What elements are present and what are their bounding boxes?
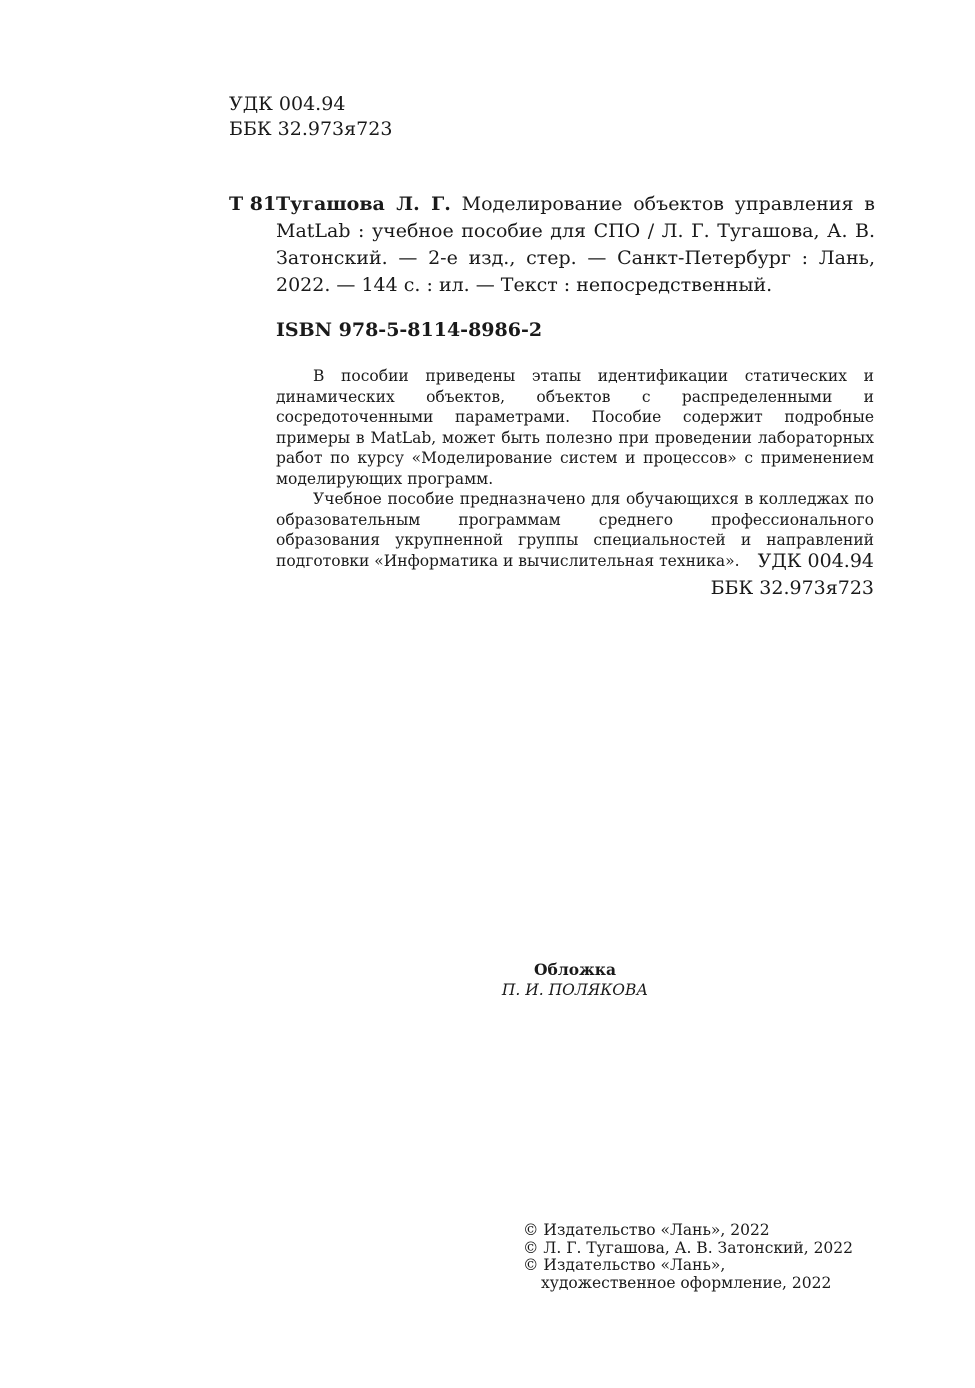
annotation-paragraph: Учебное пособие предназначено для обучающихся в колледжах по образовательным программам среднего профессионального образования укрупненной группы специальностей и направлений подготовки «Информатика и вычислительная техника». bbox=[276, 490, 874, 570]
classification-codes-top bbox=[229, 92, 392, 142]
copyright-line: © Л. Г. Тугашова, А. В. Затонский, 2022 bbox=[523, 1238, 854, 1257]
bbk-code: ББК 32.973я723 bbox=[710, 577, 874, 599]
copyright-block bbox=[523, 1222, 853, 1292]
bib-description: Моделирование объектов управления в MatLab : учебное пособие для СПО / Л. Г. Тугашова, А. В. Затонский. — 2-е изд., стер. — Санкт-Петербург : Лань, 2022. — 144 с. : ил. — Текст : непосредственный. bbox=[276, 193, 875, 296]
udk-code: УДК 004.94 bbox=[229, 93, 346, 115]
copyright-line: © Издательство «Лань», bbox=[523, 1256, 726, 1274]
annotation-paragraph: В пособии приведены этапы идентификации статических и динамических объектов, объектов с распределенными и сосредоточенными параметрами. Пособие содержит подробные примеры в MatLab, может быть полезно при проведении лабораторных работ по курсу «Моделирование систем и процессов» с применением моделирующих программ. bbox=[276, 367, 874, 488]
cover-label: Обложка bbox=[534, 960, 616, 979]
cover-author: П. И. ПОЛЯКОВА bbox=[501, 981, 649, 999]
classification-codes-bottom bbox=[711, 548, 874, 602]
isbn: ISBN 978-5-8114-8986-2 bbox=[276, 319, 543, 341]
copyright-line: художественное оформление, 2022 bbox=[541, 1273, 832, 1292]
cover-credit bbox=[460, 960, 690, 1000]
udk-code: УДК 004.94 bbox=[757, 550, 874, 572]
bib-author: Тугашова Л. Г. bbox=[276, 193, 451, 215]
author-mark: Т 81 bbox=[229, 193, 277, 215]
bibliographic-record bbox=[229, 191, 875, 299]
bbk-code: ББК 32.973я723 bbox=[229, 118, 393, 140]
annotation bbox=[276, 366, 874, 571]
bibliographic-description bbox=[276, 191, 875, 299]
copyright-line: © Издательство «Лань», 2022 bbox=[523, 1221, 770, 1239]
